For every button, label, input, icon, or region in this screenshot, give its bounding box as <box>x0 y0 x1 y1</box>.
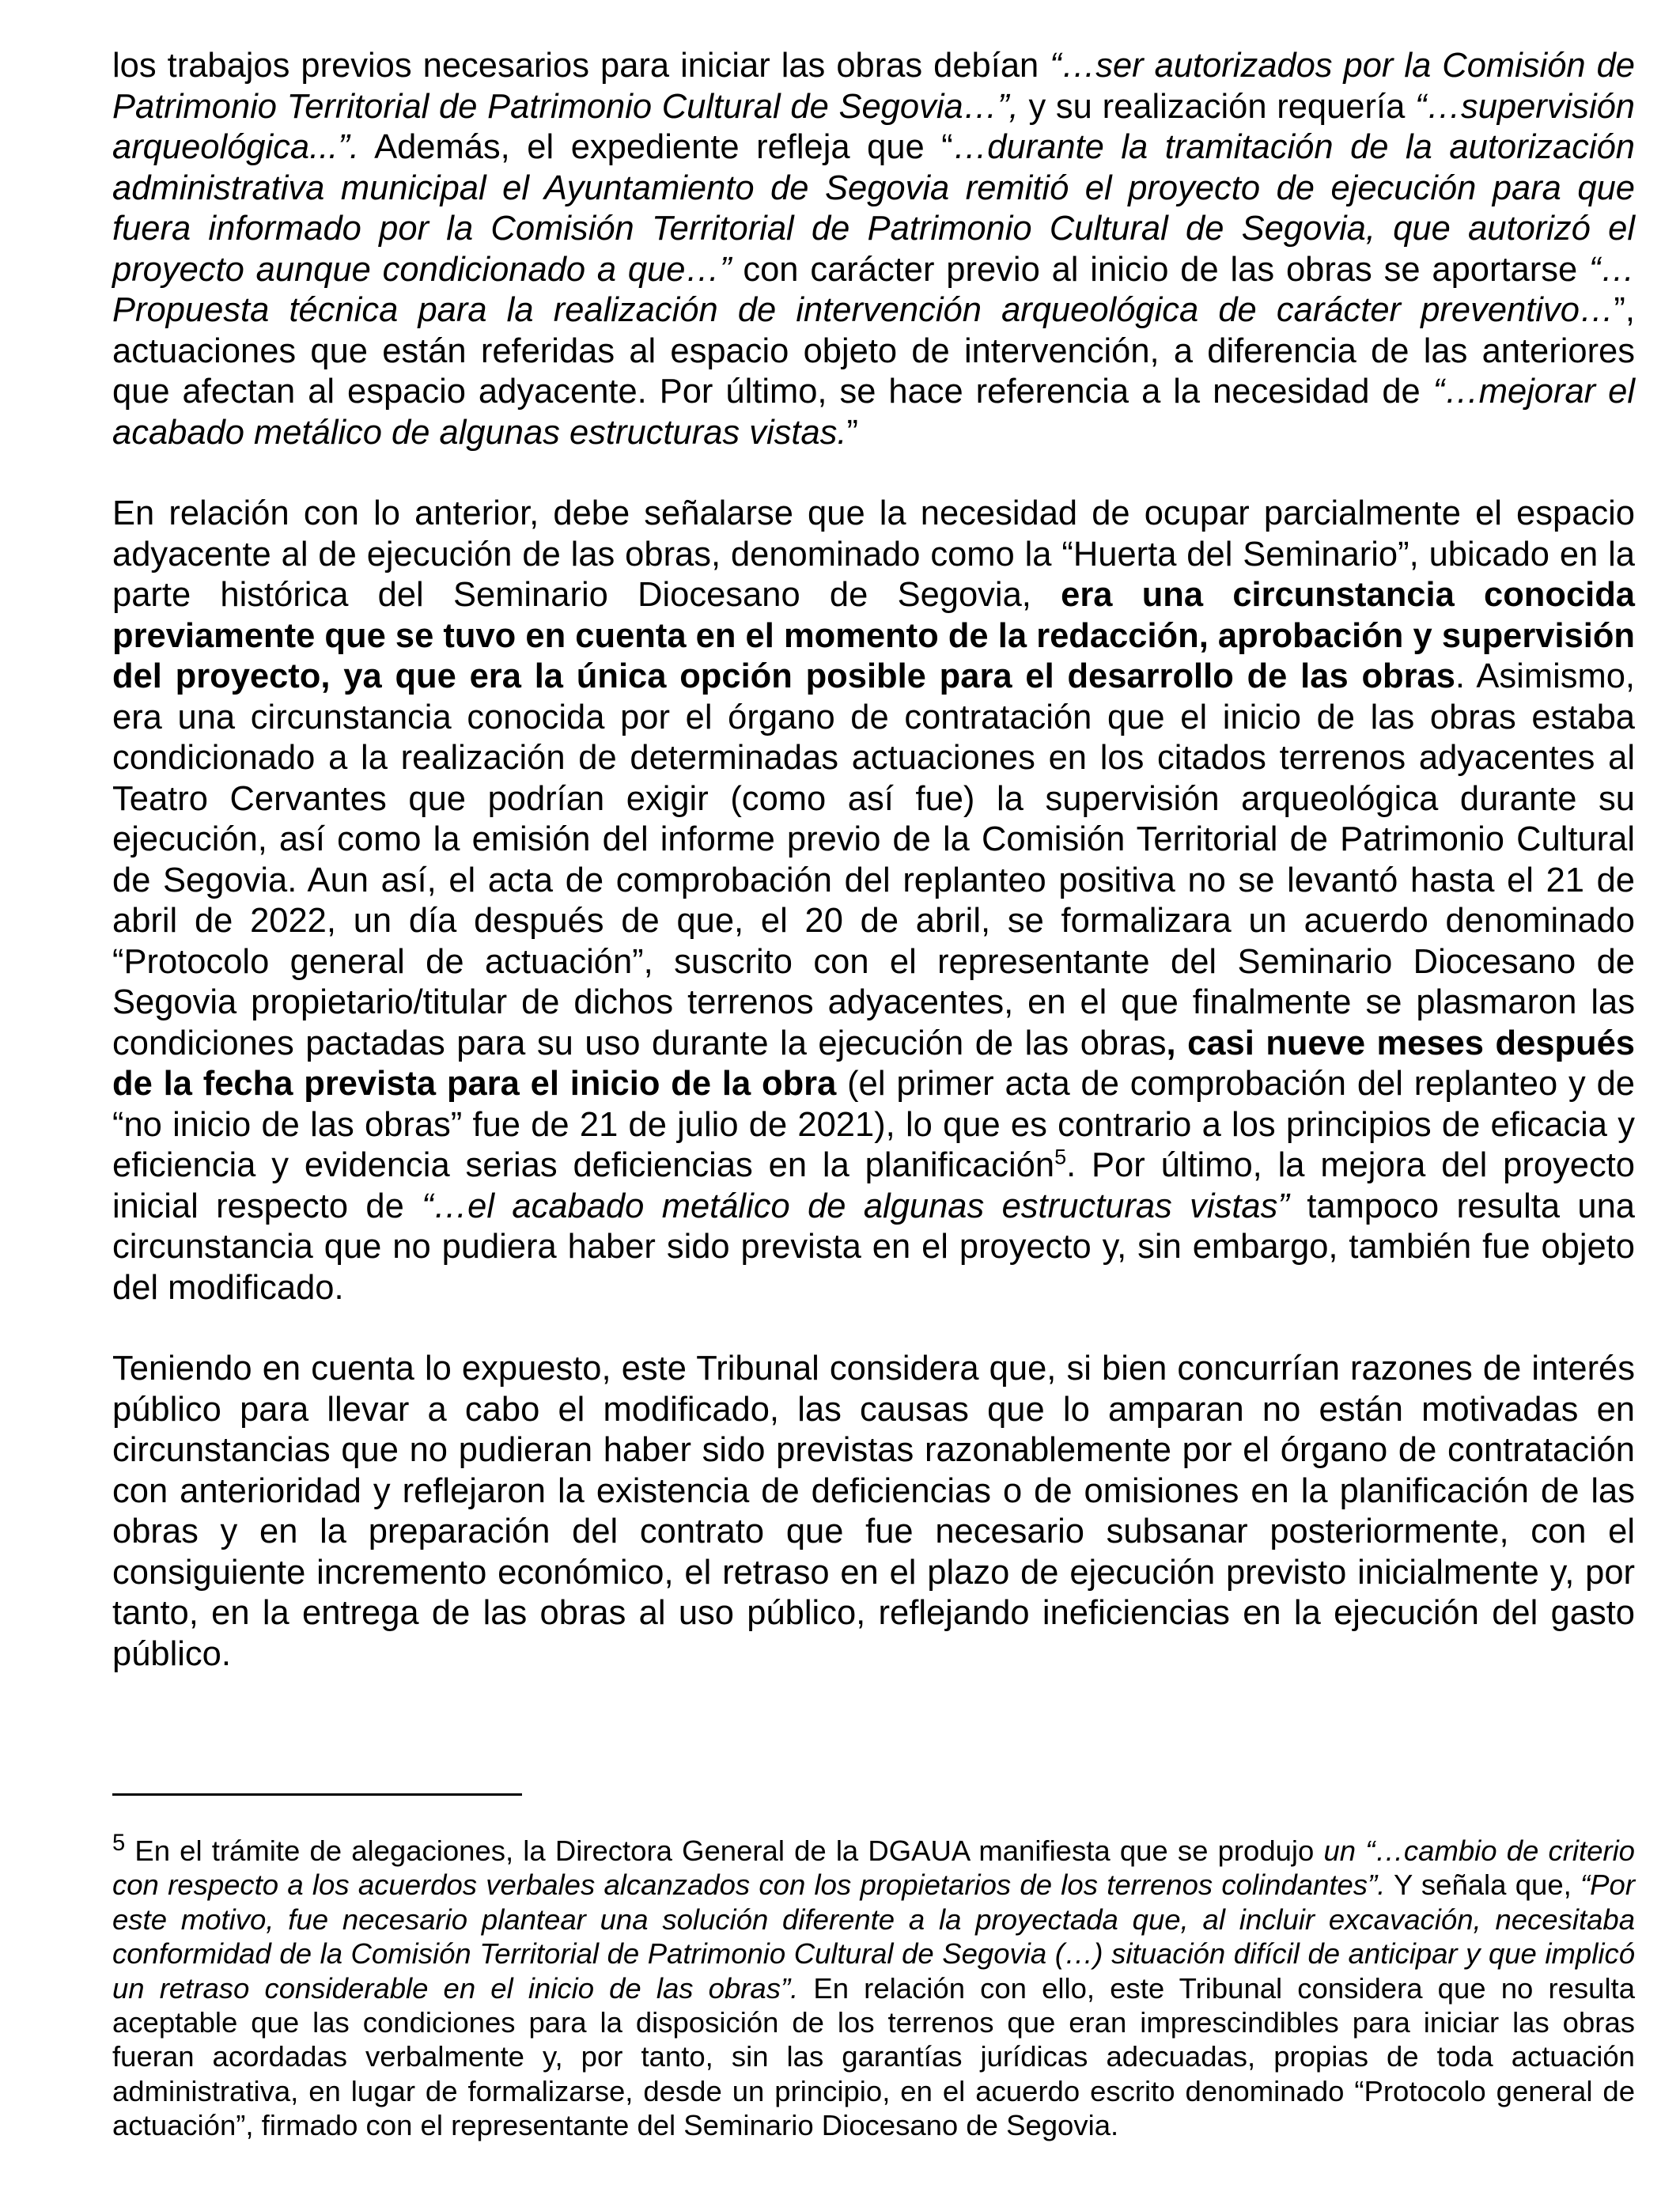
quote-italic: “…ser autorizados por la Comisión de Patrimonio Territorial de Patrimonio Cultural de Segovia…”, <box>112 47 1636 126</box>
quote-italic: un “…cambio de criterio con respecto a los acuerdos verbales alcanzados con los propietarios de los terrenos colindantes”. <box>112 1834 1635 1902</box>
footnote-marker: 5 <box>112 1830 126 1856</box>
quote-italic: “… Propuesta técnica para la realización de intervención arqueológica de carácter preventivo… <box>112 250 1636 329</box>
document-body <box>112 46 1635 1675</box>
text-run: los trabajos previos necesarios para iniciar las obras debían <box>112 47 1050 85</box>
emphasis-bold: era una circunstancia conocida previamente que se tuvo en cuenta en el momento de la redacción, aprobación y supervisión del proyecto, ya que era la única opción posible para el desarrollo de las obras <box>112 576 1635 695</box>
paragraph-2 <box>112 494 1635 1308</box>
paragraph-3: Teniendo en cuenta lo expuesto, este Tribunal considera que, si bien concurrían razones de interés público para llevar a cabo el modificado, las causas que lo amparan no están motivadas en circunstancias que no pudieran haber sido previstas razonablemente por el órgano de contratación con anterioridad y reflejaron la existencia de deficiencias o de omisiones en la planificación de las obras y en la preparación del contrato que fue necesario subsanar posteriormente, con el consiguiente incremento económico, el retraso en el plazo de ejecución previsto inicialmente y, por tanto, en la entrega de las obras al uso público, reflejando ineficiencias en la ejecución del gasto público. <box>112 1350 1635 1673</box>
quote-italic: …durante la tramitación de la autorización administrativa municipal el Ayuntamiento de Segovia remitió el proyecto de ejecución para que fuera informado por la Comisión Territorial de Patrimonio Cultural de Segovia, que autorizó el proyecto aunque condicionado a que…” <box>112 128 1635 289</box>
footnote-separator <box>112 1793 522 1796</box>
emphasis-bold: , casi nueve meses después de la fecha prevista para el inicio de la obra <box>112 1024 1635 1103</box>
text-run: (el primer acta de comprobación del replanteo y de “no inicio de las obras” fue de 21 de julio de 2021), lo que es contrario a los principios de eficacia y eficiencia y evidencia serias deficiencias en la planificación <box>112 1065 1635 1184</box>
text-run: Y señala que, <box>1385 1868 1581 1902</box>
text-run: . Por último, la mejora del proyecto inicial respecto de <box>112 1146 1635 1225</box>
footnote-5 <box>112 1830 1635 2143</box>
text-run: tampoco resulta una circunstancia que no pudiera haber sido prevista en el proyecto y, sin embargo, también fue objeto del modificado. <box>112 1187 1635 1307</box>
quote-italic: “Por este motivo, fue necesario plantear una solución diferente a la proyectada que, al incluir excavación, necesitaba conformidad de la Comisión Territorial de Patrimonio Cultural de Segovia (…) situación difícil de anticipar y que implicó un retraso considerable en el inicio de las obras”. <box>112 1868 1635 2005</box>
text-run: y su realización requería <box>1018 87 1415 126</box>
text-run: ” <box>846 413 859 452</box>
text-run: Además, el expediente refleja que “ <box>358 128 953 166</box>
text-run: En relación con lo anterior, debe señalarse que la necesidad de ocupar parcialmente el espacio adyacente al de ejecución de las obras, denominado como la “Huerta del Seminario”, ubicado en la parte histórica del Seminario Diocesano de Segovia, <box>112 494 1635 614</box>
quote-italic: “…el acabado metálico de algunas estructuras vistas” <box>422 1187 1289 1225</box>
text-run: En el trámite de alegaciones, la Directora General de la DGAUA manifiesta que se produjo <box>125 1834 1324 1867</box>
text-run: En relación con ello, este Tribunal considera que no resulta aceptable que las condiciones para la disposición de los terrenos que eran imprescindibles para iniciar las obras fueran acordadas verbalmente y, por tanto, sin las garantías jurídicas adecuadas, propias de toda actuación administrativa, en lugar de formalizarse, desde un principio, en el acuerdo escrito denominado “Protocolo general de actuación”, firmado con el representante del Seminario Diocesano de Segovia. <box>112 1971 1635 2142</box>
footnote-reference[interactable]: 5 <box>1054 1145 1067 1169</box>
text-run: . Asimismo, era una circunstancia conocida por el órgano de contratación que el inicio de las obras estaba condicionado a la realización de determinadas actuaciones en los citados terrenos adyacentes al Teatro Cervantes que podrían exigir (como así fue) la supervisión arqueológica durante su ejecución, así como la emisión del informe previo de la Comisión Territorial de Patrimonio Cultural de Segovia. Aun así, el acta de comprobación del replanteo positiva no se levantó hasta el 21 de abril de 2022, un día después de que, el 20 de abril, se formalizara un acuerdo denominado “Protocolo general de actuación”, suscrito con el representante del Seminario Diocesano de Segovia propietario/titular de dichos terrenos adyacentes, en el que finalmente se plasmaron las condiciones pactadas para su uso durante la ejecución de las obras <box>112 657 1635 1062</box>
text-run: ”, actuaciones que están referidas al espacio objeto de intervención, a diferencia de las anteriores que afectan al espacio adyacente. Por último, se hace referencia a la necesidad de <box>112 291 1635 411</box>
paragraph-1 <box>112 46 1635 453</box>
quote-italic: “…supervisión arqueológica...”. <box>112 87 1635 166</box>
text-run: con carácter previo al inicio de las obras se aportarse <box>731 250 1590 289</box>
quote-italic: “…mejorar el acabado metálico de algunas estructuras vistas. <box>112 373 1635 452</box>
